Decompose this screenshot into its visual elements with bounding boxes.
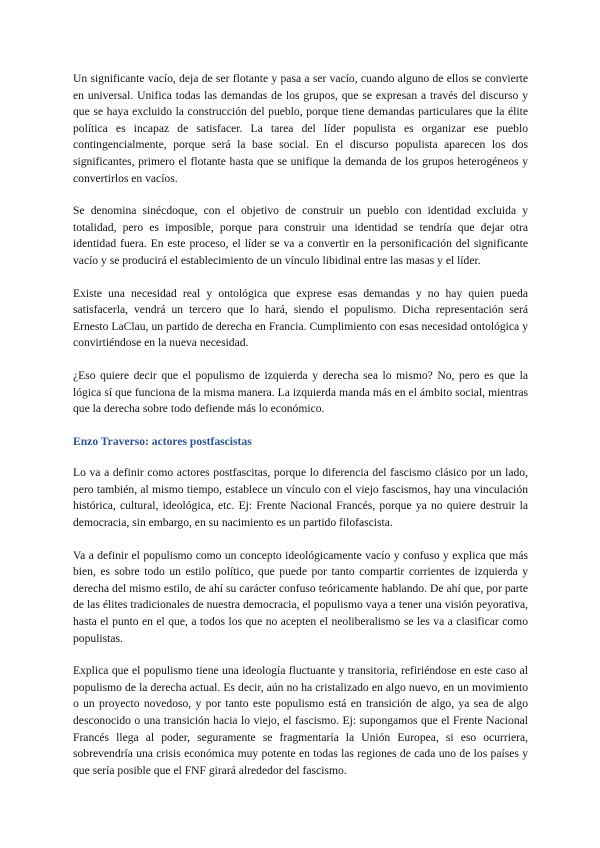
document-body [73,71,528,795]
paragraph-actores-postfascistas: Lo va a definir como actores postfascitas, porque lo diferencia del fascismo clásico por un lado, pero también, al mismo tiempo, establece un vínculo con el viejo fascismos, hay una vinculación histórica, cultural, ideológica, etc. Ej: Frente Nacional Francés, porque ya no quiere destruir la democracia, sin embargo, en su nacimiento es un partido filofascista. [73,466,528,530]
section-heading-enzo-traverso: Enzo Traverso: actores postfascistas [73,434,252,448]
paragraph-necesidad-ontologica: Existe una necesidad real y ontológica que exprese esas demandas y no hay quien pueda satisfacerla, vendrá un tercero que lo hará, siendo el populismo. Dicha representación será Ernesto LaClau, un partido de derecha en Francia. Cumplimiento con esas necesidad ontológica y convirtiéndose en la nueva necesidad. [73,286,528,350]
paragraph-izquierda-derecha: ¿Eso quiere decir que el populismo de izquierda y derecha sea lo mismo? No, pero es que la lógica sí que funciona de la misma manera. La izquierda manda más en el ámbito social, mientras que la derecha sobre todo defiende más lo económico. [73,368,528,416]
paragraph-populismo-vacio: Va a definir el populismo como un concepto ideológicamente vacío y confuso y explica que más bien, es sobre todo un estilo político, que puede por tanto compartir corrientes de izquierda y derecha del mismo estilo, de ahí su carácter confuso teóricamente hablando. De ahí que, por parte de las élites tradicionales de nuestra democracia, el populismo vaya a tener una visión peyorativa, hasta el punto en el que, a todos los que no acepten el neoliberalismo se les va a clasificar como populistas. [73,548,528,645]
paragraph-ideologia-fluctuante: Explica que el populismo tiene una ideología fluctuante y transitoria, refiriéndose en este caso al populismo de la derecha actual. Es decir, aún no ha cristalizado en algo nuevo, en un movimiento o un proyecto novedoso, y por tanto este populismo está en transición de algo, ya sea de algo desconocido o una transición hacia lo viejo, el fascismo. Ej: supongamos que el Frente Nacional Francés llega al poder, seguramente se fragmentaría la Unión Europea, si eso ocurriera, sobrevendría una crisis económica muy potente en todas las regiones de cada uno de los países y que sería posible que el FNF girará alrededor del fascismo. [73,664,528,777]
paragraph-sinecdoque: Se denomina sinécdoque, con el objetivo de construir un pueblo con identidad excluida y totalidad, pero es imposible, porque para construir una identidad se tendría que dejar otra identidad fuera. En este proceso, el líder se va a convertir en la personificación del significante vacío y se producirá el establecimiento de un vínculo libidinal entre las masas y el líder. [73,204,528,267]
paragraph-significante-vacio: Un significante vacío, deja de ser flotante y pasa a ser vacío, cuando alguno de ellos se convierte en universal. Unifica todas las demandas de los grupos, que se expresan a través del discurso y que se haya excluido la construcción del pueblo, porque tiene demandas particulares que la élite política es incapaz de satisfacer. La tarea del líder populista es organizar ese pueblo contingencialmente, porque será la base social. En el discurso populista aparecen los dos significantes, primero el flotante hasta que se unifique la demanda de los grupos heterogéneos y convertirlos en vacíos. [73,72,528,185]
